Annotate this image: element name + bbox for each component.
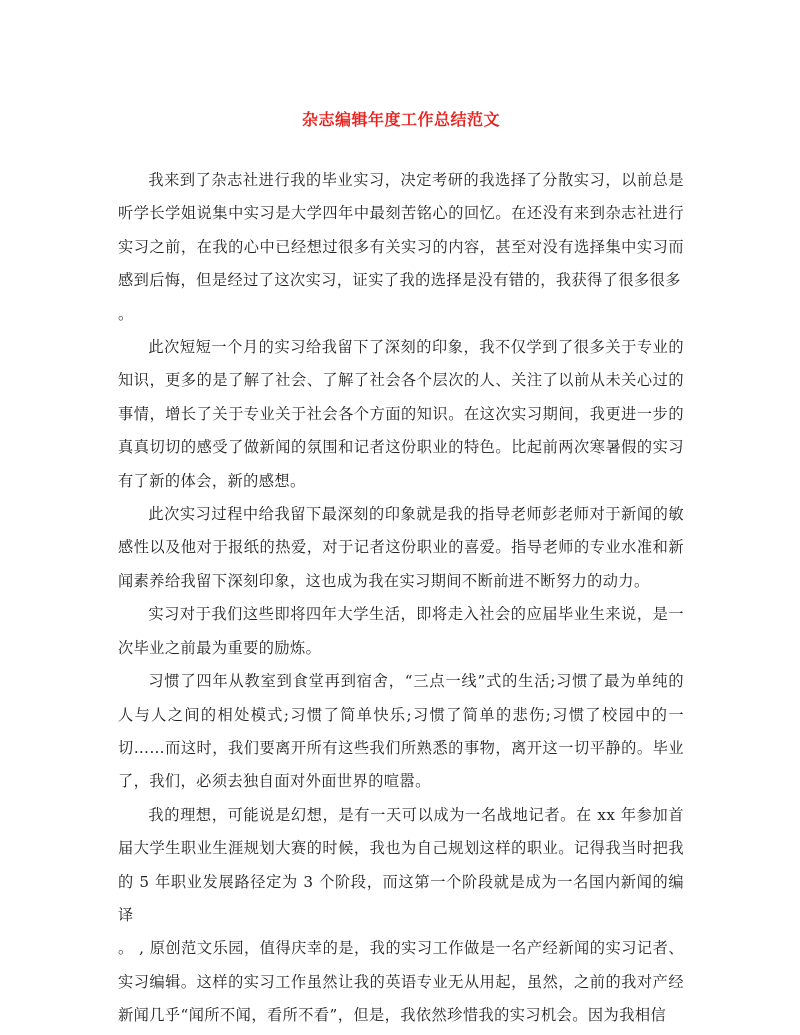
paragraph-habits: 习惯了四年从教室到食堂再到宿舍，“三点一线”式的生活;习惯了最为单纯的人与人之间的相处模式;习惯了简单快乐;习惯了简单的悲伤;习惯了校园中的一切……而这时，我们要离开所有这些我们所熟悉的事物，离开这一切平静的。毕业了，我们，必须去独自面对外面世界的喧嚣。 [118, 672, 684, 791]
paragraph-mentor: 此次实习过程中给我留下最深刻的印象就是我的指导老师彭老师对于新闻的敏感性以及他对于报纸的热爱，对于记者这份职业的喜爱。指导老师的专业水准和新闻素养给我留下深刻印象，这也成为我在实习期间不断前进不断努力的动力。 [118, 505, 684, 590]
paragraph-intro: 我来到了杂志社进行我的毕业实习，决定考研的我选择了分散实习，以前总是听学长学姐说集中实习是大学四年中最刻苦铭心的回忆。在还没有来到杂志社进行实习之前，在我的心中已经想过很多有关实习的内容，甚至对没有选择集中实习而感到后悔，但是经过了这次实习，证实了我的选择是没有错的，我获得了很多很多 [118, 171, 684, 290]
paragraph-period: 。 [118, 304, 134, 323]
paragraph-importance: 实习对于我们这些即将四年大学生活，即将走入社会的应届毕业生来说，是一次毕业之前最为重要的励炼。 [118, 605, 684, 657]
paragraph-impression: 此次短短一个月的实习给我留下了深刻的印象，我不仅学到了很多关于专业的知识，更多的是了解了社会、了解了社会各个层次的人、关注了以前从未关心过的事情，增长了关于专业关于社会各个方面的知识。在这次实习期间，我更进一步的真真切切的感受了做新闻的氛围和记者这份职业的特色。比起前两次寒暑假的实习有了新的体会，新的感想。 [118, 338, 684, 490]
paragraph-ideal: 我的理想，可能说是幻想，是有一天可以成为一名战地记者。在 xx 年参加首届大学生职业生涯规划大赛的时候，我也为自己规划这样的职业。记得我当时把我的 5 年职业发展路径定为 3 个阶段，而这第一个阶段就是成为一名国内新闻的编译 [118, 805, 684, 924]
document-body [118, 164, 684, 1033]
paragraph-internship-work: 。 , 原创范文乐园，值得庆幸的是，我的实习工作做是一名产经新闻的实习记者、实习编辑。这样的实习工作虽然让我的英语专业无从用起，虽然，之前的我对产经新闻几乎“闻所不闻，看所不看”，但是，我依然珍惜我的实习机会。因为我相信 [118, 939, 684, 1025]
document-title: 杂志编辑年度工作总结范文 [301, 110, 500, 129]
